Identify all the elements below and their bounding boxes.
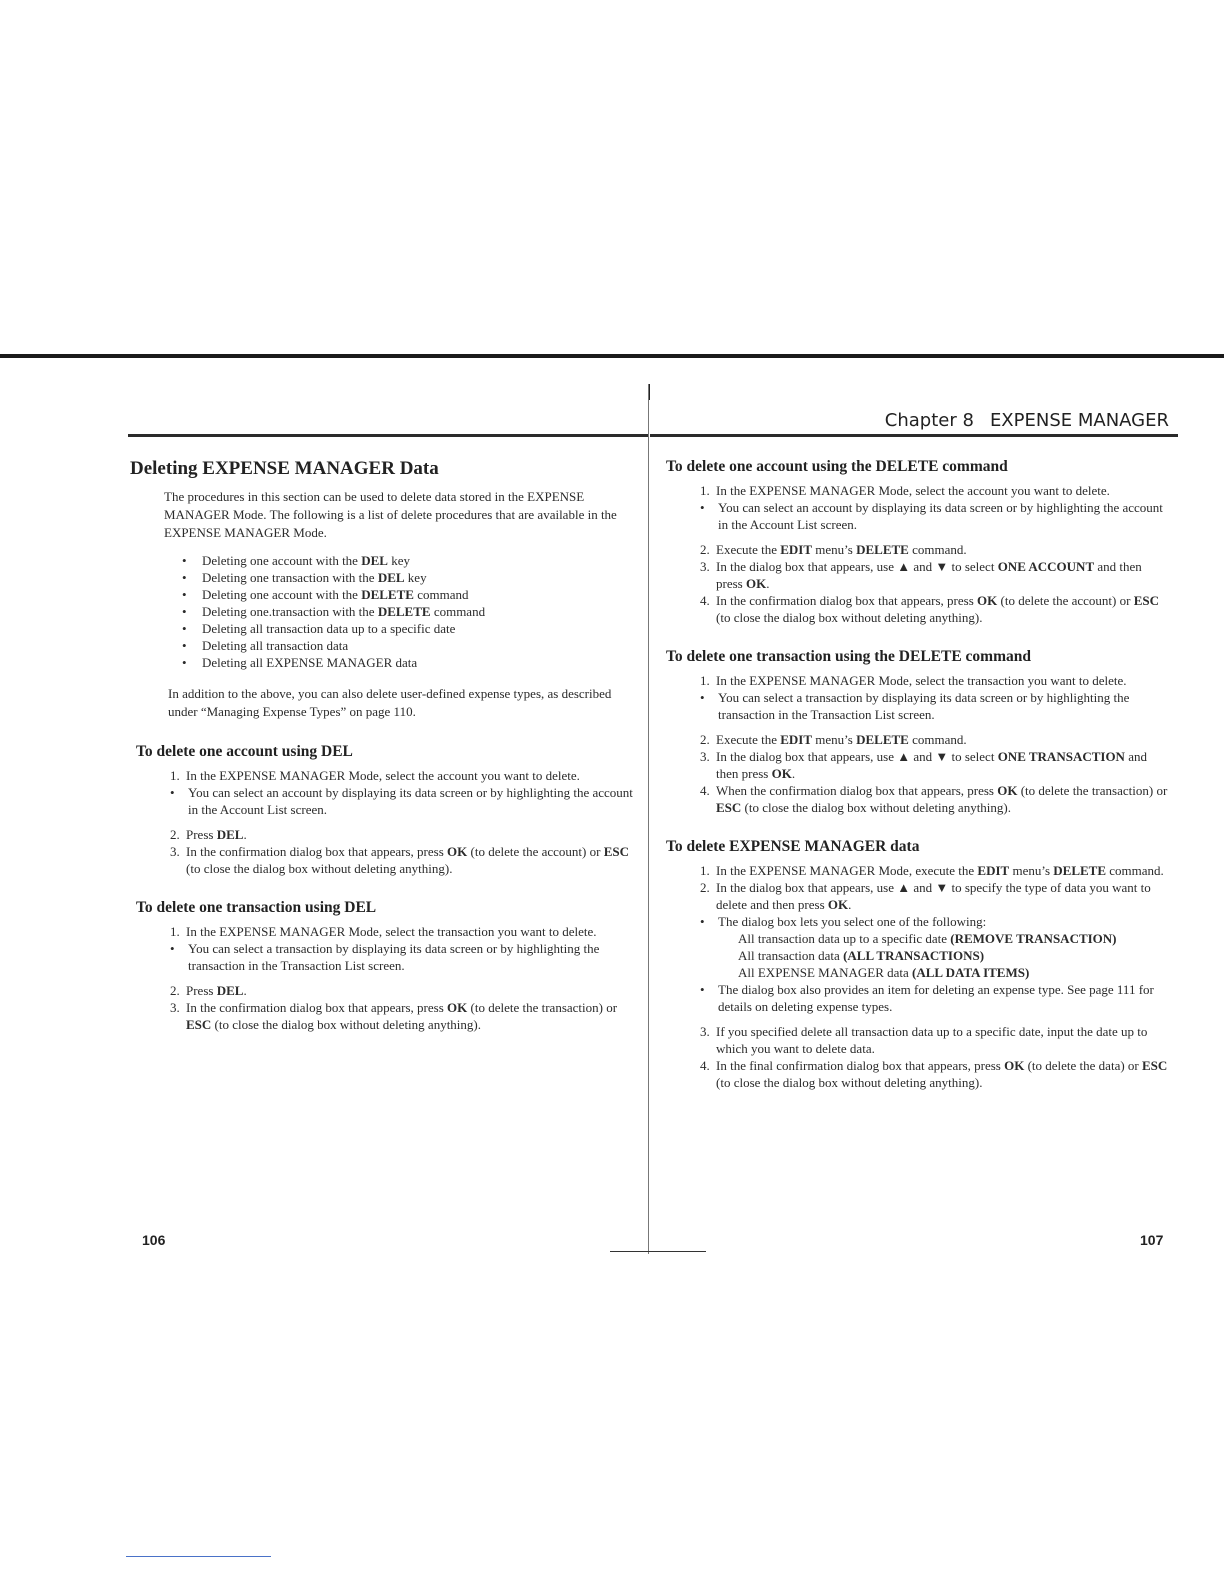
subsection-heading: To delete EXPENSE MANAGER data bbox=[666, 838, 920, 855]
step-note: • The dialog box also provides an item for deleting an expense type. See page 111 for details on deleting expense types. bbox=[700, 982, 1154, 1014]
subsection-heading: To delete one account using DEL bbox=[136, 743, 353, 760]
step-1: 1. In the EXPENSE MANAGER Mode, select the transaction you want to delete. bbox=[700, 673, 1127, 688]
right-header-rule bbox=[650, 434, 1178, 437]
step-3: 3. In the confirmation dialog box that appears, press OK (to delete the account) or ESC (to close the dialog box without deleting anything). bbox=[170, 844, 629, 876]
step-note: • You can select a transaction by displaying its data screen or by highlighting the transaction in the Transaction List screen. bbox=[700, 690, 1130, 722]
bottom-underline bbox=[126, 1556, 271, 1557]
subsection-heading: To delete one account using the DELETE command bbox=[666, 458, 1008, 475]
step-4: 4. In the confirmation dialog box that appears, press OK (to delete the account) or ESC (to close the dialog box without deleting anything). bbox=[700, 593, 1159, 625]
option-item: All transaction data (ALL TRANSACTIONS) bbox=[738, 948, 985, 963]
step-1: 1. In the EXPENSE MANAGER Mode, select the account you want to delete. bbox=[700, 483, 1110, 498]
step-2: 2. In the dialog box that appears, use ▲ and ▼ to specify the type of data you want to delete and then press OK. bbox=[700, 880, 1151, 912]
book-spine bbox=[648, 384, 649, 1254]
step-4: 4. In the final confirmation dialog box that appears, press OK (to delete the data) or ESC (to close the dialog box without deleting anything). bbox=[700, 1058, 1168, 1090]
spine-foot-rule bbox=[610, 1251, 706, 1252]
subsection-heading: To delete one transaction using the DELETE command bbox=[666, 648, 1031, 665]
step-note: • You can select an account by displaying its data screen or by highlighting the account in the Account List screen. bbox=[170, 785, 633, 817]
step-note: • The dialog box lets you select one of the following: bbox=[700, 914, 987, 929]
step-2: 2. Execute the EDIT menu’s DELETE command. bbox=[700, 542, 967, 557]
intro-paragraph: The procedures in this section can be used to delete data stored in the EXPENSE MANAGER Mode. The following is a list of delete procedures that are available in the EXPENSE MANAGER Mode. bbox=[164, 489, 617, 540]
step-4: 4. When the confirmation dialog box that appears, press OK (to delete the transaction) or ESC (to close the dialog box without deleting anything). bbox=[700, 783, 1168, 815]
top-rule bbox=[0, 354, 1224, 358]
chapter-header bbox=[885, 410, 1169, 431]
page-number-right: 107 bbox=[1140, 1232, 1164, 1248]
list-item: • Deleting one account with the DEL key bbox=[182, 552, 640, 569]
list-item: • Deleting one transaction with the DEL key bbox=[182, 569, 640, 586]
step-1: 1. In the EXPENSE MANAGER Mode, select the account you want to delete. bbox=[170, 768, 580, 783]
option-item: All transaction data up to a specific date (REMOVE TRANSACTION) bbox=[738, 931, 1117, 946]
list-item: • Deleting one account with the DELETE command bbox=[182, 586, 640, 603]
step-1: 1. In the EXPENSE MANAGER Mode, select the transaction you want to delete. bbox=[170, 924, 597, 939]
step-3: 3. In the dialog box that appears, use ▲ and ▼ to select ONE TRANSACTION and then press OK. bbox=[700, 749, 1147, 781]
step-1: 1. In the EXPENSE MANAGER Mode, execute the EDIT menu’s DELETE command. bbox=[700, 863, 1164, 878]
section-title: Deleting EXPENSE MANAGER Data bbox=[130, 458, 439, 479]
list-item: • Deleting all EXPENSE MANAGER data bbox=[182, 654, 640, 671]
procedure-list bbox=[182, 552, 640, 671]
left-page bbox=[130, 458, 640, 1033]
step-note: • You can select an account by displaying its data screen or by highlighting the account in the Account List screen. bbox=[700, 500, 1163, 532]
step-3: 3. If you specified delete all transaction data up to a specific date, input the date up to which you want to delete data. bbox=[700, 1024, 1148, 1056]
list-item: • Deleting all transaction data up to a specific date bbox=[182, 620, 640, 637]
step-3: 3. In the confirmation dialog box that appears, press OK (to delete the transaction) or ESC (to close the dialog box without deleting anything). bbox=[170, 1000, 618, 1032]
step-note: • You can select a transaction by displaying its data screen or by highlighting the transaction in the Transaction List screen. bbox=[170, 941, 600, 973]
step-2: 2. Press DEL. bbox=[170, 827, 247, 842]
additional-note: In addition to the above, you can also delete user-defined expense types, as described under “Managing Expense Types” on page 110. bbox=[168, 686, 612, 719]
list-item: • Deleting all transaction data bbox=[182, 637, 640, 654]
step-2: 2. Execute the EDIT menu’s DELETE command. bbox=[700, 732, 967, 747]
list-item: • Deleting one.transaction with the DELETE command bbox=[182, 603, 640, 620]
step-2: 2. Press DEL. bbox=[170, 983, 247, 998]
option-item: All EXPENSE MANAGER data (ALL DATA ITEMS) bbox=[738, 965, 1030, 980]
chapter-number: Chapter 8 bbox=[884, 410, 974, 431]
step-3: 3. In the dialog box that appears, use ▲ and ▼ to select ONE ACCOUNT and then press OK. bbox=[700, 559, 1142, 591]
page-number-left: 106 bbox=[142, 1232, 166, 1248]
subsection-heading: To delete one transaction using DEL bbox=[136, 899, 377, 916]
left-header-rule bbox=[128, 434, 648, 437]
chapter-title: EXPENSE MANAGER bbox=[989, 410, 1169, 431]
right-page bbox=[660, 458, 1170, 1091]
